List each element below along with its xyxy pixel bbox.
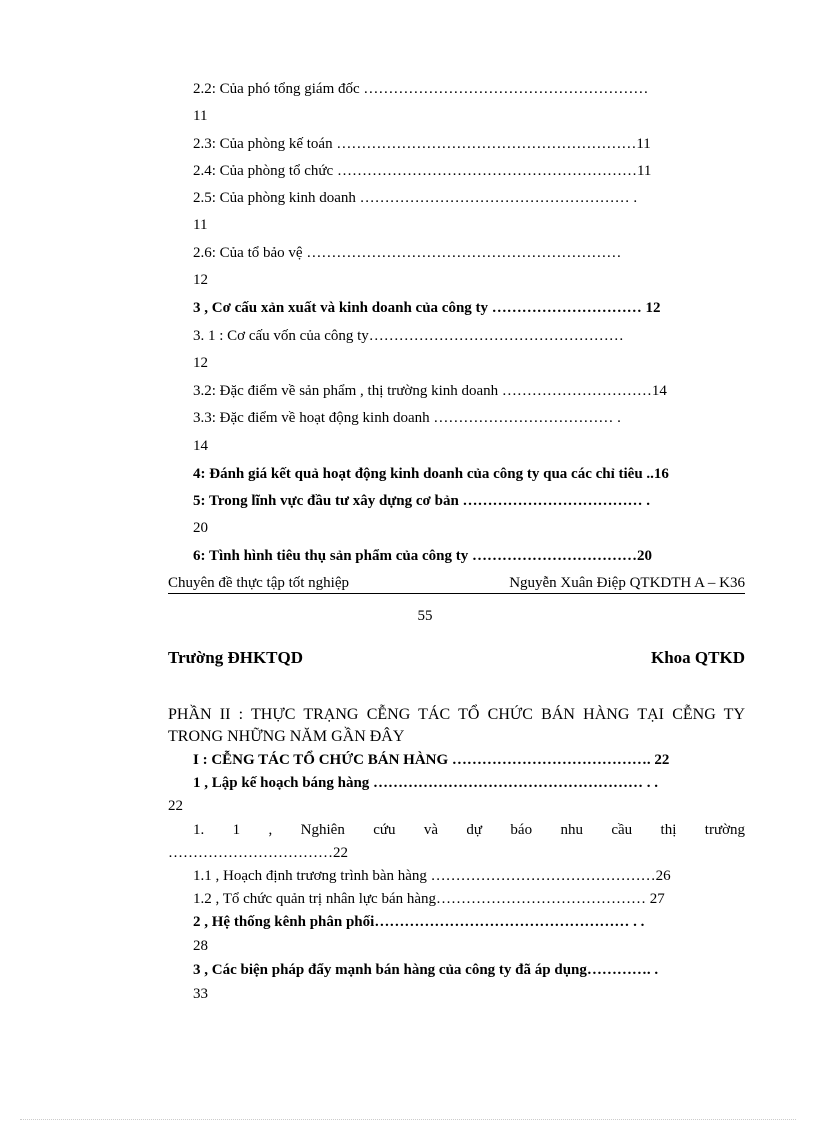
- toc-entry-b2: 2 , Hệ thống kênh phân phối…………………………………………… . .: [193, 914, 645, 930]
- page-header: [168, 648, 745, 668]
- toc-entry-3: 3 , Cơ cấu xản xuất và kinh doanh của công ty ………………………… 12: [193, 300, 661, 316]
- toc-page-5: 20: [193, 520, 208, 536]
- toc-entry-4: 4: Đánh giá kết quả hoạt động kinh doanh của công ty qua các chỉ tiêu ..16: [193, 466, 669, 482]
- toc-page-3-1: 12: [193, 355, 208, 371]
- toc-section-i: I : CỄNG TÁC TỔ CHỨC BÁN HÀNG …………………………………. 22: [193, 752, 670, 768]
- footer-left: Chuyên đề thực tập tốt nghiệp: [168, 575, 350, 591]
- header-left: Trường ĐHKTQD: [168, 648, 304, 667]
- page-number: 55: [417, 608, 433, 624]
- toc-page-3-3: 14: [193, 438, 208, 454]
- toc-entry-5: 5: Trong lĩnh vực đầu tư xây dựng cơ bản ……………………………… .: [193, 493, 651, 509]
- toc-entry-b1-1: 1. 1 , Nghiên cứu và dự báo nhu cầu thị trường: [193, 822, 745, 838]
- toc-entry-6: 6: Tình hình tiêu thụ sản phẩm của công ty ……………………………20: [193, 548, 652, 564]
- toc-entry-b1-2: 1.2 , Tổ chức quản trị nhân lực bán hàng…………………………………… 27: [193, 891, 665, 907]
- footer-right: Nguyễn Xuân Điệp QTKDTH A – K36: [509, 575, 745, 591]
- toc-entry-2-5: 2.5: Của phòng kinh doanh ……………………………………………… .: [193, 190, 638, 206]
- toc-page-2-6: 12: [193, 272, 208, 288]
- toc-entry-b1-1b: 1.1 , Hoạch định trương trình bàn hàng ………………………………………26: [193, 868, 671, 884]
- toc-page-b1-1: ……………………………22: [168, 845, 348, 861]
- toc-page-2-5: 11: [193, 217, 208, 233]
- toc-page-b3: 33: [193, 986, 208, 1002]
- toc-entry-2-3: 2.3: Của phòng kế toán ……………………………………………………11: [193, 136, 651, 152]
- header-right: Khoa QTKD: [651, 648, 745, 667]
- toc-entry-3-3: 3.3: Đặc điểm về hoạt động kinh doanh ……………………………… .: [193, 410, 621, 426]
- page-footer: [168, 573, 745, 594]
- toc-page-2-2: 11: [193, 108, 208, 124]
- toc-page-b2: 28: [193, 938, 208, 954]
- toc-entry-3-2: 3.2: Đặc điểm về sản phẩm , thị trường kinh doanh …………………………14: [193, 383, 667, 399]
- toc-entry-3-1: 3. 1 : Cơ cấu vốn của công ty……………………………………………: [193, 328, 624, 344]
- toc-entry-b1: 1 , Lập kế hoạch báng hàng ……………………………………………… . .: [193, 775, 659, 791]
- page-edge-divider: [20, 1119, 796, 1120]
- toc-entry-2-2: 2.2: Của phó tổng giám đốc …………………………………………………: [193, 81, 649, 97]
- toc-entry-2-6: 2.6: Của tổ bảo vệ ………………………………………………………: [193, 245, 622, 261]
- part-title: PHẦN II : THỰC TRẠNG CỄNG TÁC TỔ CHỨC BÁN HÀNG TẠI CỄNG TY TRONG NHỮNG NĂM GẦN ĐÂY: [168, 706, 745, 745]
- toc-entry-2-4: 2.4: Của phòng tổ chức ……………………………………………………11: [193, 163, 652, 179]
- toc-entry-b3: 3 , Các biện pháp đẩy mạnh bán hàng của công ty đã áp dụng…………. .: [193, 962, 659, 978]
- toc-page-b1: 22: [168, 798, 183, 814]
